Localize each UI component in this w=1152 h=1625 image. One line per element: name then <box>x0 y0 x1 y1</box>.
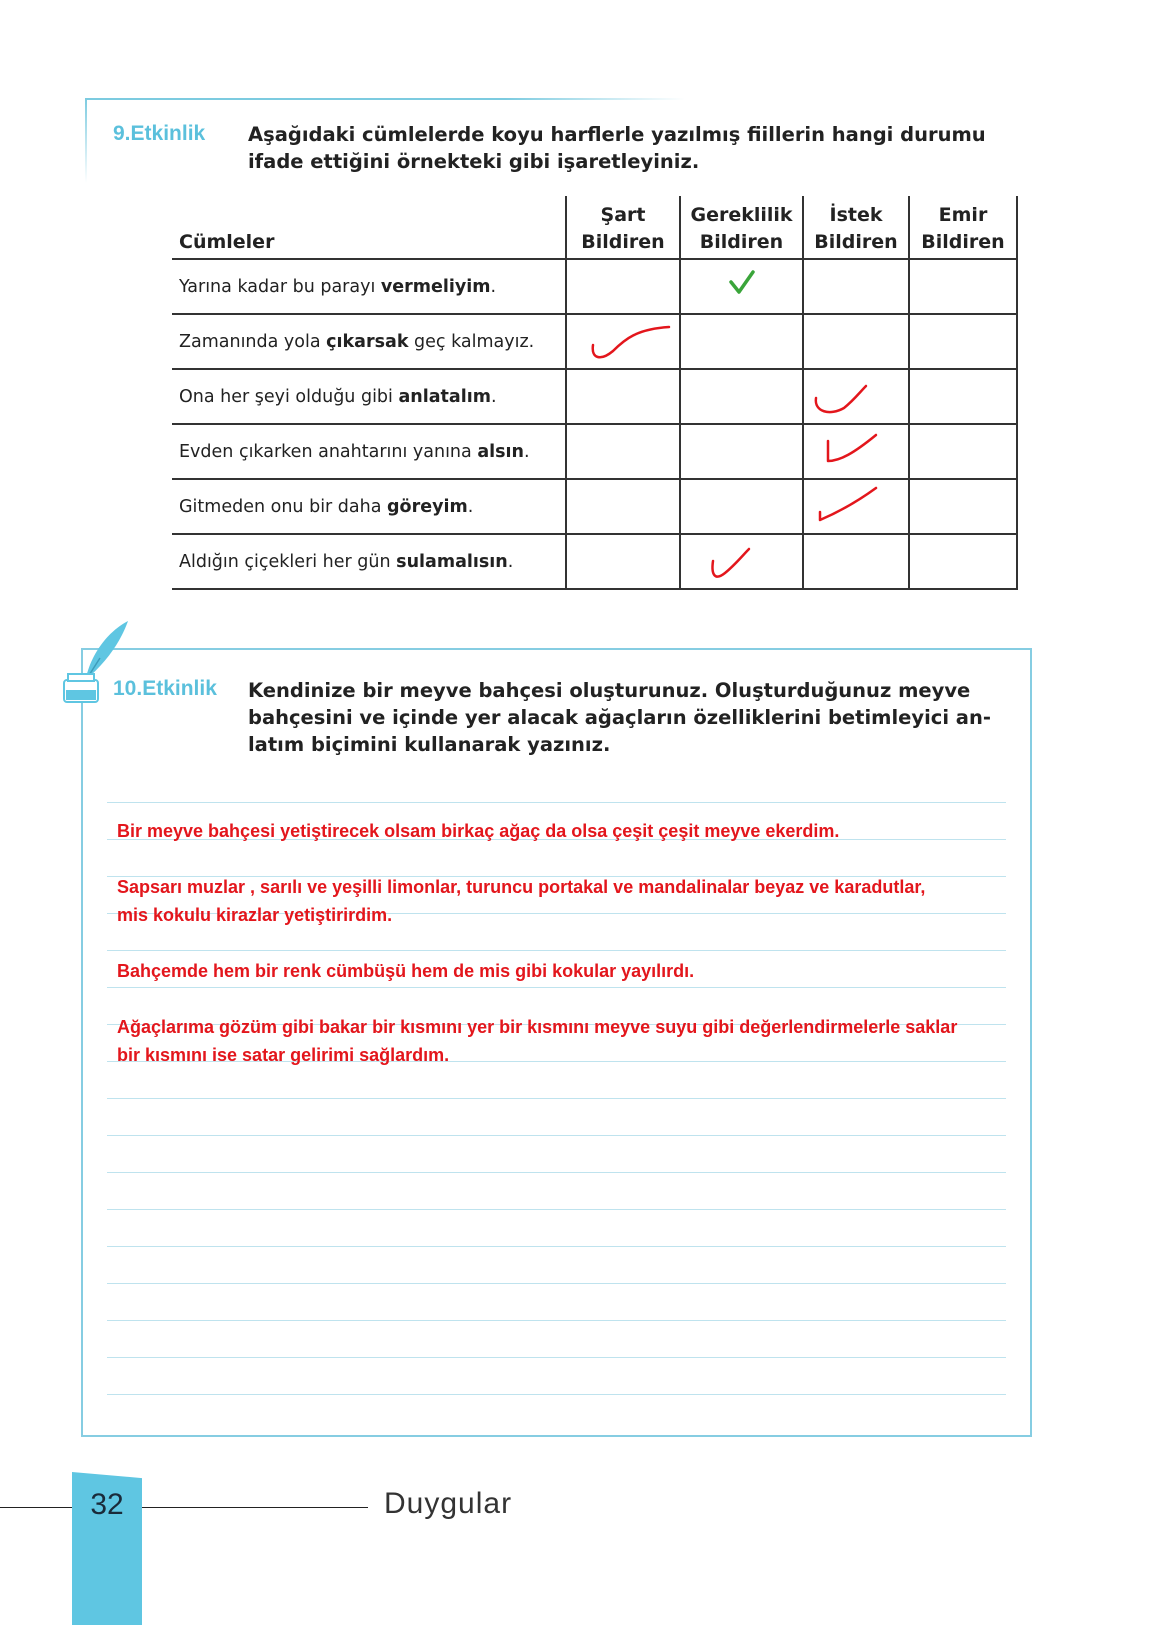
sentence-text: . <box>467 496 474 517</box>
table-row <box>172 534 1017 589</box>
green-check-icon <box>681 260 791 313</box>
verb: sulamalısın <box>396 551 508 572</box>
sentence-text: . <box>524 441 530 462</box>
table-row <box>172 369 1017 424</box>
footer-rule <box>142 1507 368 1508</box>
sentence-cell <box>172 314 566 369</box>
verb: alsın <box>477 441 524 462</box>
sentence-text: Yarına kadar bu parayı <box>179 276 381 297</box>
table-header-row <box>172 196 1017 259</box>
sentence-text: Aldığın çiçekleri her gün <box>179 551 397 572</box>
sentence-text: Gitmeden onu bir daha <box>179 496 388 517</box>
activity9-instruction: Aşağıdaki cümlelerde koyu harflerle yazılmış fiillerin hangi durumu ifade ettiğini örnekteki gibi işaretleyiniz. <box>248 123 986 173</box>
activity10-label: 10.Etkinlik <box>113 677 217 700</box>
sentence-text: geç kalmayız. <box>408 331 535 352</box>
red-check-mark-icon <box>681 535 791 588</box>
answer-cell[interactable] <box>680 259 803 314</box>
column-header-command: Emir Bildiren <box>909 196 1017 259</box>
answer-cell[interactable] <box>909 369 1017 424</box>
activity10-instruction: Kendinize bir meyve bahçesi oluşturunuz. Oluşturduğunuz meyve bahçesini ve içinde yer alacak ağaçların özelliklerini betimleyici an- latım biçimini kullanarak yazınız. <box>248 679 991 756</box>
answer-cell[interactable] <box>909 534 1017 589</box>
verb: göreyim <box>387 496 468 517</box>
sentence-text: . <box>490 276 497 297</box>
column-header-necessity: Gereklilik Bildiren <box>680 196 803 259</box>
answer-line: Bahçemde hem bir renk cümbüşü hem de mis gibi kokular yayılırdı. <box>117 961 695 981</box>
answer-line: Sapsarı muzlar , sarılı ve yeşilli limonlar, turuncu portakal ve mandalinalar beyaz ve karadutlar, <box>117 877 926 897</box>
writing-line <box>107 1283 1006 1284</box>
writing-line <box>107 802 1006 803</box>
answer-cell[interactable] <box>566 314 680 369</box>
verb: çıkarsak <box>326 331 409 352</box>
answer-cell[interactable] <box>680 479 803 534</box>
column-header-wish: İstek Bildiren <box>803 196 909 259</box>
answer-line: mis kokulu kirazlar yetiştirirdim. <box>117 905 393 925</box>
writing-line <box>107 1135 1006 1136</box>
answer-cell[interactable] <box>680 424 803 479</box>
writing-line <box>107 1246 1006 1247</box>
chapter-title: Duygular <box>384 1487 513 1520</box>
writing-line <box>107 1209 1006 1210</box>
column-header-sentences: Cümleler <box>172 196 566 259</box>
answer-cell[interactable] <box>566 534 680 589</box>
answer-cell[interactable] <box>803 259 909 314</box>
activity9-table <box>172 196 1018 590</box>
answer-cell[interactable] <box>909 314 1017 369</box>
sentence-text: Ona her şeyi olduğu gibi <box>179 386 399 407</box>
activity9-label: 9.Etkinlik <box>113 122 206 145</box>
answer-line: bir kısmını ise satar gelirimi sağlardım. <box>117 1045 450 1065</box>
answer-cell[interactable] <box>803 479 909 534</box>
answer-cell[interactable] <box>566 369 680 424</box>
red-check-mark-icon <box>804 425 914 478</box>
answer-cell[interactable] <box>566 259 680 314</box>
red-check-mark-icon <box>567 315 677 368</box>
answer-cell[interactable] <box>680 369 803 424</box>
red-check-mark-icon <box>804 480 914 533</box>
answer-cell[interactable] <box>803 424 909 479</box>
answer-cell[interactable] <box>803 314 909 369</box>
table-row <box>172 314 1017 369</box>
table-row <box>172 424 1017 479</box>
writing-line <box>107 1357 1006 1358</box>
sentence-cell <box>172 369 566 424</box>
answer-line: Bir meyve bahçesi yetiştirecek olsam birkaç ağaç da olsa çeşit çeşit meyve ekerdim. <box>117 821 840 841</box>
answer-cell[interactable] <box>909 259 1017 314</box>
sentence-text: . <box>507 551 514 572</box>
footer-rule <box>0 1507 72 1508</box>
activity9-frame-left <box>85 98 87 183</box>
answer-cell[interactable] <box>680 534 803 589</box>
writing-line <box>107 1394 1006 1395</box>
verb: anlatalım <box>398 386 491 407</box>
table-row <box>172 479 1017 534</box>
answer-cell[interactable] <box>680 314 803 369</box>
sentence-cell <box>172 424 566 479</box>
sentence-cell <box>172 534 566 589</box>
sentence-text: Zamanında yola <box>179 331 327 352</box>
answer-cell[interactable] <box>803 534 909 589</box>
activity9-frame-top <box>85 98 685 100</box>
sentence-cell <box>172 259 566 314</box>
answer-cell[interactable] <box>803 369 909 424</box>
answer-line: Ağaçlarıma gözüm gibi bakar bir kısmını yer bir kısmını meyve suyu gibi değerlendirmelerle saklar <box>117 1017 958 1037</box>
sentence-cell <box>172 479 566 534</box>
answer-cell[interactable] <box>566 424 680 479</box>
answer-cell[interactable] <box>566 479 680 534</box>
page-number: 32 <box>90 1488 124 1521</box>
answer-cell[interactable] <box>909 479 1017 534</box>
answer-cell[interactable] <box>909 424 1017 479</box>
verb: vermeliyim <box>380 276 491 297</box>
writing-line <box>107 950 1006 951</box>
writing-line <box>107 1320 1006 1321</box>
writing-line <box>107 987 1006 988</box>
writing-line <box>107 1098 1006 1099</box>
table-row <box>172 259 1017 314</box>
sentence-text: Evden çıkarken anahtarını yanına <box>179 441 478 462</box>
red-check-mark-icon <box>804 370 914 423</box>
writing-line <box>107 1172 1006 1173</box>
sentence-text: . <box>490 386 497 407</box>
column-header-condition: Şart Bildiren <box>566 196 680 259</box>
